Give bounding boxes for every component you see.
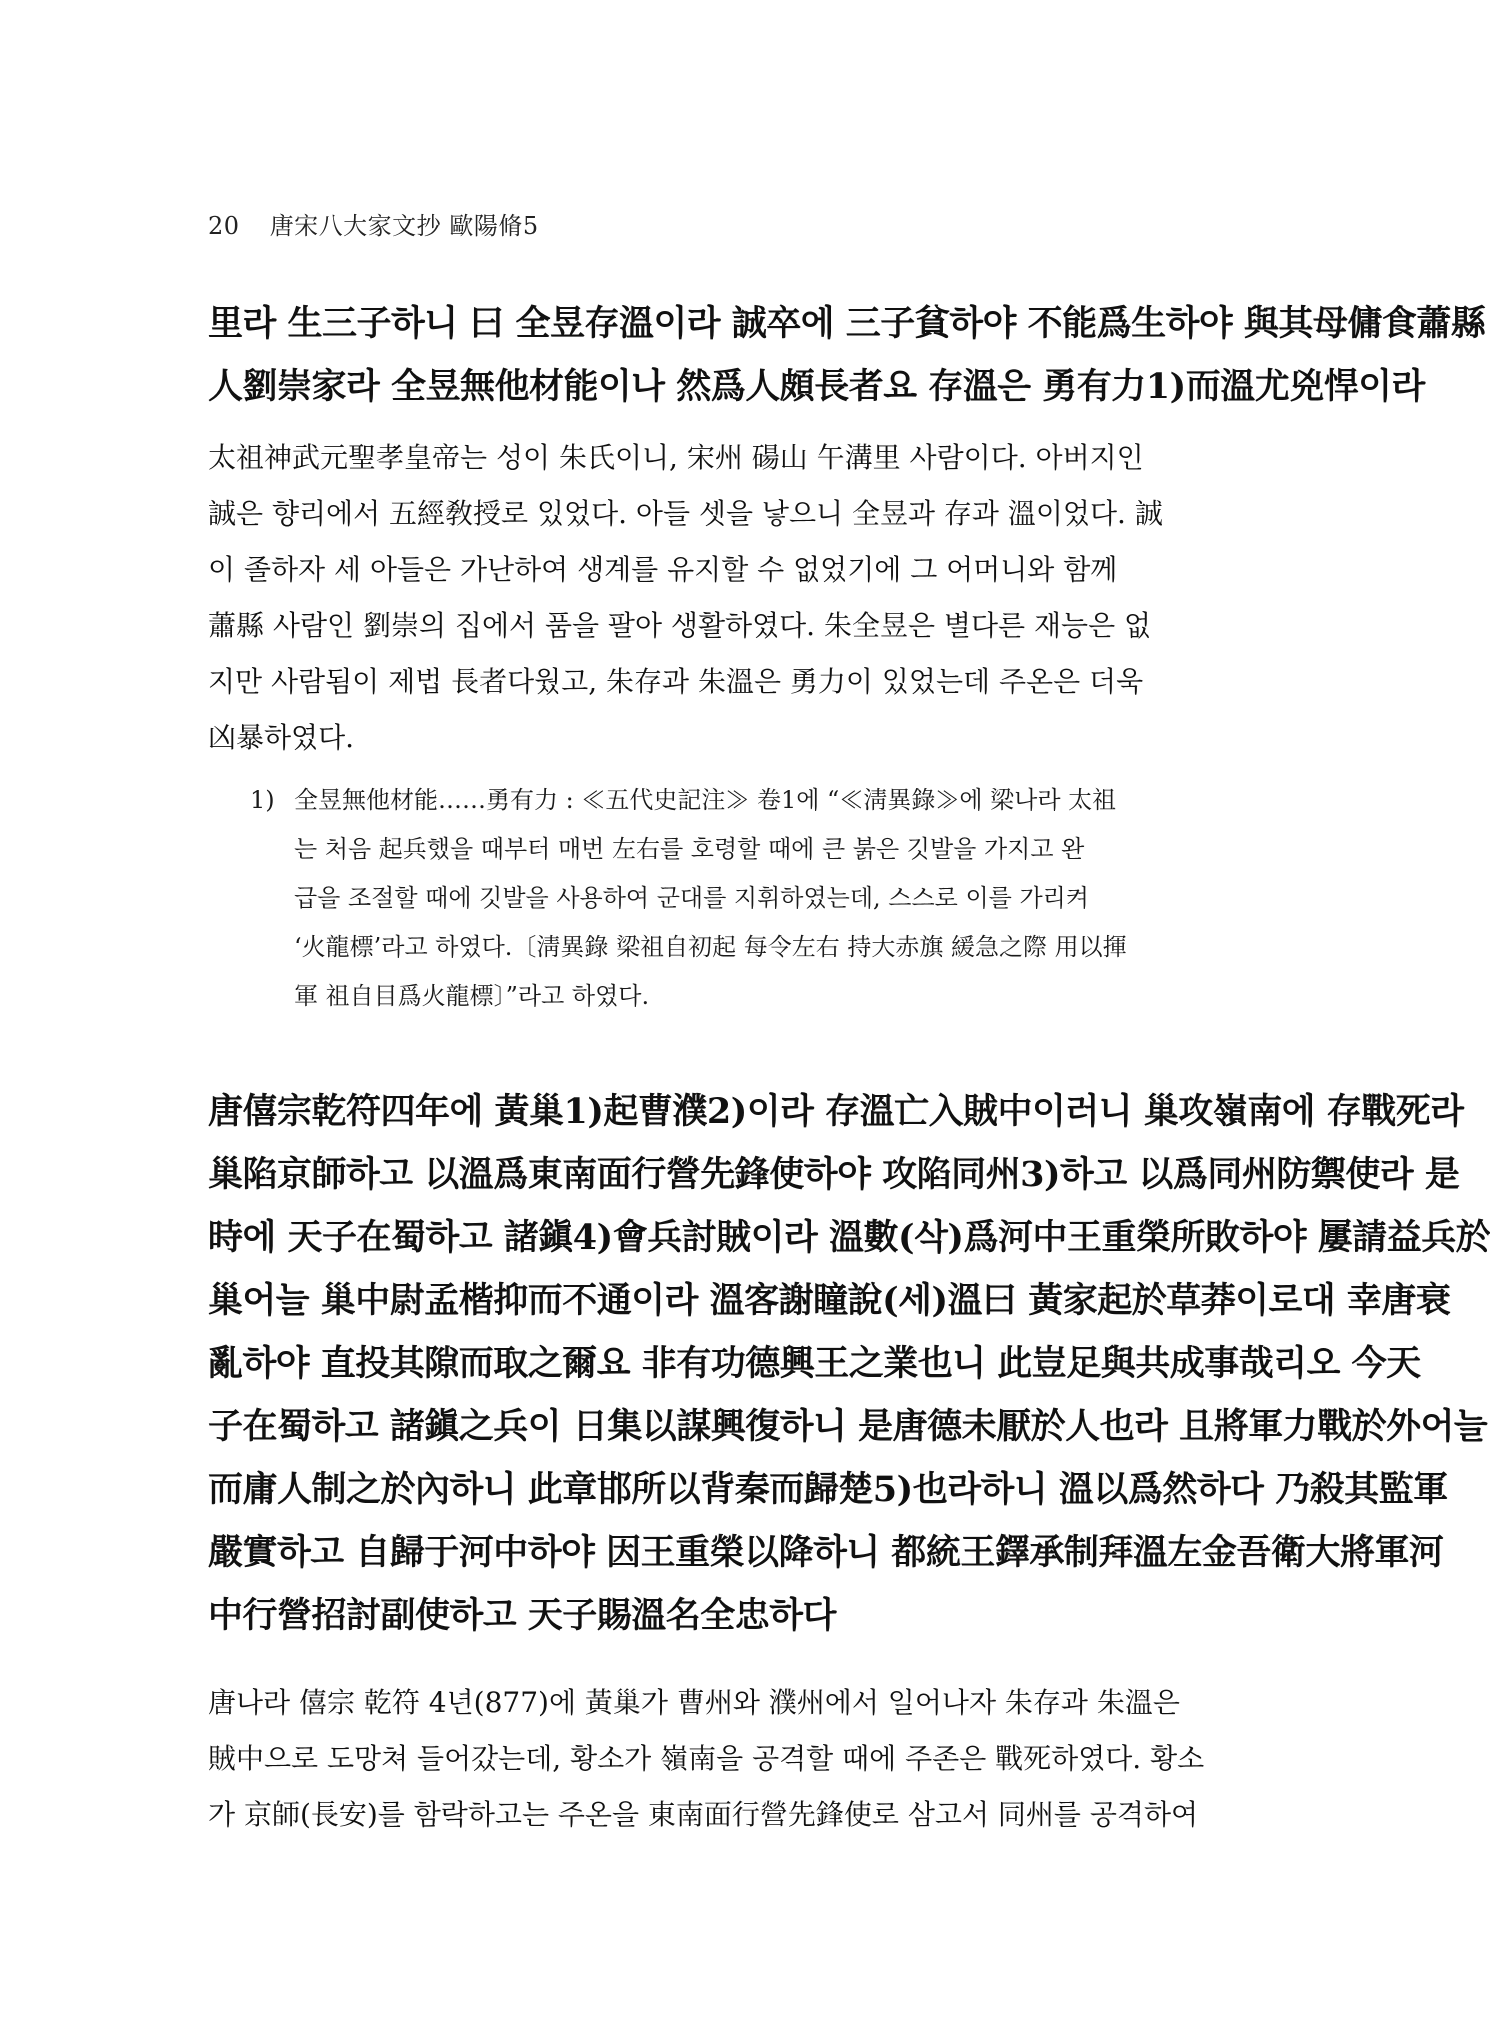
original-line: 人劉崇家라 全昱無他材能이나 然爲人頗長者요 存溫은 勇有力1)而溫尤兇悍이라 bbox=[208, 366, 1425, 407]
original-line: 中行營招討副使하고 天子賜溫名全忠하다 bbox=[208, 1595, 836, 1636]
translation-line: 賊中으로 도망쳐 들어갔는데, 황소가 嶺南을 공격할 때에 주존은 戰死하였다. 황소 bbox=[208, 1742, 1205, 1775]
original-line: 而庸人制之於內하니 此章邯所以背秦而歸楚5)也라하니 溫以爲然하다 乃殺其監軍 bbox=[208, 1469, 1448, 1510]
translation-line: 凶暴하였다. bbox=[208, 721, 355, 754]
translation-line: 唐나라 僖宗 乾符 4년(877)에 黃巢가 曹州와 濮州에서 일어나자 朱存과 朱溫은 bbox=[208, 1686, 1180, 1719]
original-line: 里라 生三子하니 曰 全昱存溫이라 誠卒에 三子貧하야 不能爲生하야 與其母傭食蕭縣 bbox=[208, 303, 1486, 344]
running-header bbox=[208, 206, 539, 241]
translation-block-1 bbox=[208, 430, 1290, 766]
translation-line: 太祖神武元聖孝皇帝는 성이 朱氏이니, 宋州 碭山 午溝里 사람이다. 아버지인 bbox=[208, 441, 1144, 474]
original-line: 唐僖宗乾符四年에 黃巢1)起曹濮2)이라 存溫亡入賊中이러니 巢攻嶺南에 存戰死라 bbox=[208, 1091, 1464, 1132]
footnote-marker: 1) bbox=[250, 786, 275, 814]
original-line: 巢陷京師하고 以溫爲東南面行營先鋒使하야 攻陷同州3)하고 以爲同州防禦使라 是 bbox=[208, 1154, 1460, 1195]
original-line: 巢어늘 巢中尉孟楷抑而不通이라 溫客謝瞳說(세)溫曰 黃家起於草莽이로대 幸唐衰 bbox=[208, 1280, 1451, 1321]
translation-line: 誠은 향리에서 五經敎授로 있었다. 아들 셋을 낳으니 全昱과 存과 溫이었다. 誠 bbox=[208, 497, 1163, 530]
original-text-block-1 bbox=[208, 292, 1486, 418]
page-number: 20 bbox=[208, 212, 240, 240]
footnote-1 bbox=[250, 776, 1250, 1021]
original-line: 亂하야 直投其隙而取之爾요 非有功德興王之業也니 此豈足與共成事哉리오 今天 bbox=[208, 1343, 1421, 1384]
original-line: 子在蜀하고 諸鎭之兵이 日集以謀興復하니 是唐德未厭於人也라 且將軍力戰於外어늘 bbox=[208, 1406, 1488, 1447]
translation-line: 이 졸하자 세 아들은 가난하여 생계를 유지할 수 없었기에 그 어머니와 함께 bbox=[208, 553, 1118, 586]
footnote-line bbox=[250, 776, 1250, 825]
translation-block-2 bbox=[208, 1675, 1290, 1843]
running-title: 唐宋八大家文抄 歐陽脩5 bbox=[269, 212, 539, 240]
footnote-line: ‘火龍標’라고 하였다.〔淸異錄 梁祖自初起 每令左右 持大赤旗 緩急之際 用以揮 bbox=[294, 933, 1127, 961]
footnote-line: 軍 祖自目爲火龍標〕”라고 하였다. bbox=[294, 982, 650, 1010]
footnote-text: 全昱無他材能……勇有力 : ≪五代史記注≫ 卷1에 “≪淸異錄≫에 梁나라 太祖 bbox=[294, 786, 1117, 814]
original-line: 嚴實하고 自歸于河中하야 因王重榮以降하니 都統王鐸承制拜溫左金吾衛大將軍河 bbox=[208, 1532, 1444, 1573]
translation-line: 지만 사람됨이 제법 長者다웠고, 朱存과 朱溫은 勇力이 있었는데 주온은 더욱 bbox=[208, 665, 1144, 698]
original-text-block-2 bbox=[208, 1080, 1490, 1647]
translation-line: 가 京師(長安)를 함락하고는 주온을 東南面行營先鋒使로 삼고서 同州를 공격하여 bbox=[208, 1798, 1199, 1831]
original-line: 時에 天子在蜀하고 諸鎭4)會兵討賊이라 溫數(삭)爲河中王重榮所敗하야 屢請益兵於 bbox=[208, 1217, 1490, 1258]
translation-line: 蕭縣 사람인 劉崇의 집에서 품을 팔아 생활하였다. 朱全昱은 별다른 재능은 없 bbox=[208, 609, 1152, 642]
footnote-line: 급을 조절할 때에 깃발을 사용하여 군대를 지휘하였는데, 스스로 이를 가리켜 bbox=[294, 884, 1089, 912]
footnote-line: 는 처음 起兵했을 때부터 매번 左右를 호령할 때에 큰 붉은 깃발을 가지고 완 bbox=[294, 835, 1085, 863]
